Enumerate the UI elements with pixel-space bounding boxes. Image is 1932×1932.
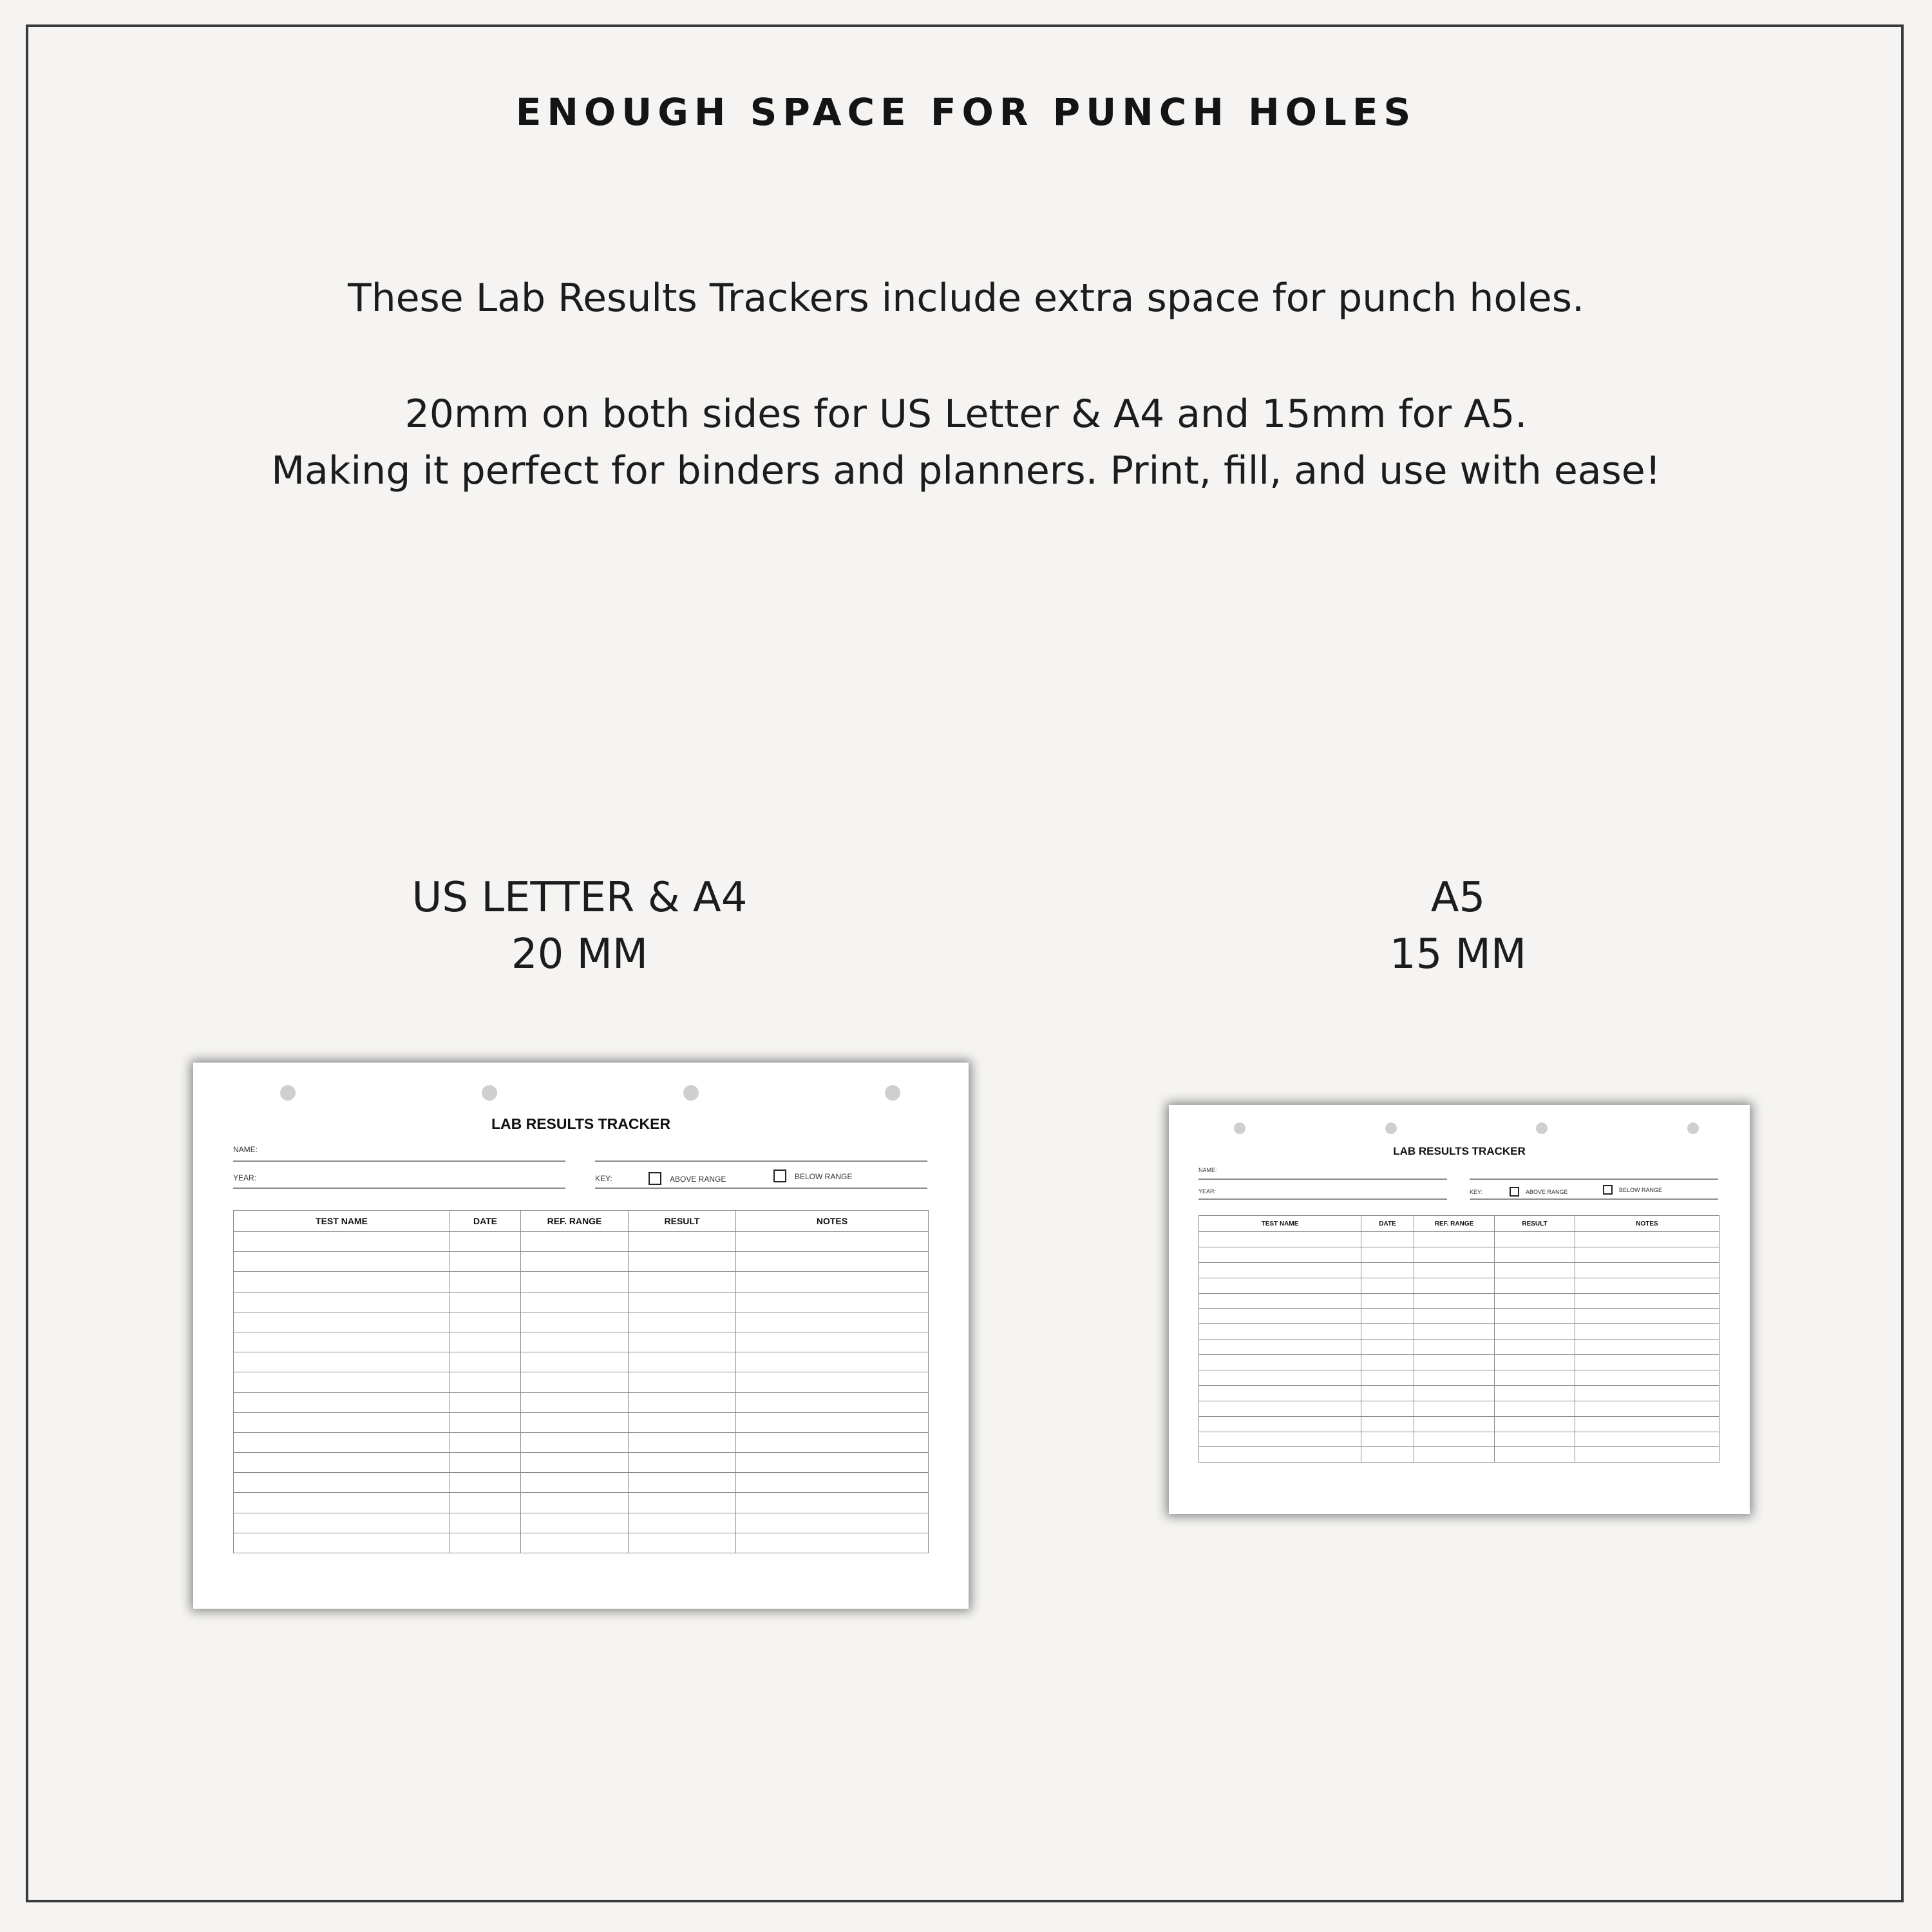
- table-cell: [450, 1513, 521, 1533]
- table-row: [1199, 1262, 1719, 1278]
- column-header-date: DATE: [450, 1211, 521, 1232]
- table-cell: [1495, 1309, 1575, 1324]
- table-header-row: [1199, 1216, 1719, 1232]
- table-cell: [1495, 1324, 1575, 1340]
- table-cell: [1414, 1309, 1495, 1324]
- year-line: [1198, 1198, 1447, 1200]
- below-range-checkbox: [773, 1170, 786, 1182]
- table-cell: [1575, 1293, 1719, 1309]
- table-cell: [629, 1372, 736, 1392]
- table-row: [1199, 1232, 1719, 1247]
- table-cell: [736, 1292, 929, 1312]
- table-cell: [736, 1392, 929, 1412]
- table-cell: [450, 1312, 521, 1332]
- table-row: [1199, 1278, 1719, 1293]
- column-header-date: DATE: [1361, 1216, 1414, 1232]
- headline: ENOUGH SPACE FOR PUNCH HOLES: [515, 90, 1417, 134]
- table-cell: [736, 1412, 929, 1432]
- below-range-label: BELOW RANGE: [795, 1172, 853, 1181]
- name-line: [1198, 1179, 1447, 1180]
- table-cell: [1495, 1385, 1575, 1401]
- table-cell: [629, 1332, 736, 1352]
- tracker-title: LAB RESULTS TRACKER: [491, 1115, 671, 1132]
- column-header-ref-range: REF. RANGE: [1414, 1216, 1495, 1232]
- table-cell: [736, 1352, 929, 1372]
- table-cell: [1199, 1309, 1361, 1324]
- key-bottom-line: [595, 1188, 927, 1189]
- table-cell: [1575, 1432, 1719, 1447]
- table-cell: [234, 1473, 450, 1493]
- table-cell: [450, 1473, 521, 1493]
- table-cell: [629, 1272, 736, 1292]
- table-cell: [1575, 1401, 1719, 1416]
- punch-hole: [885, 1085, 900, 1101]
- table-cell: [234, 1232, 450, 1252]
- table-cell: [1575, 1232, 1719, 1247]
- table-cell: [1414, 1370, 1495, 1386]
- key-label: KEY:: [1470, 1189, 1483, 1195]
- table-cell: [1361, 1432, 1414, 1447]
- table-cell: [1361, 1309, 1414, 1324]
- table-cell: [629, 1432, 736, 1452]
- table-row: [1199, 1324, 1719, 1340]
- table-cell: [234, 1352, 450, 1372]
- table-row: [1199, 1247, 1719, 1262]
- table-row: [234, 1412, 929, 1432]
- table-cell: [234, 1453, 450, 1473]
- table-cell: [521, 1252, 629, 1272]
- table-cell: [1414, 1416, 1495, 1432]
- table-cell: [736, 1272, 929, 1292]
- table-cell: [736, 1332, 929, 1352]
- size-margin: 15 MM: [1389, 931, 1527, 978]
- tracker-title: LAB RESULTS TRACKER: [1393, 1145, 1526, 1157]
- below-range-label: BELOW RANGE: [1619, 1187, 1663, 1193]
- table-cell: [1575, 1324, 1719, 1340]
- table-cell: [1575, 1340, 1719, 1355]
- table-row: [234, 1392, 929, 1412]
- table-cell: [234, 1292, 450, 1312]
- tracker-sheet-letter: [193, 1063, 969, 1609]
- size-name: US LETTER & A4: [412, 874, 748, 922]
- table-cell: [234, 1332, 450, 1352]
- table-cell: [1199, 1355, 1361, 1370]
- table-cell: [1414, 1293, 1495, 1309]
- table-cell: [1495, 1416, 1575, 1432]
- table-cell: [1575, 1278, 1719, 1293]
- table-cell: [1495, 1432, 1575, 1447]
- column-header-ref-range: REF. RANGE: [521, 1211, 629, 1232]
- table-row: [234, 1292, 929, 1312]
- table-cell: [1199, 1247, 1361, 1262]
- table-cell: [1361, 1262, 1414, 1278]
- table-row: [1199, 1416, 1719, 1432]
- table-cell: [1575, 1385, 1719, 1401]
- above-range-checkbox: [1510, 1187, 1519, 1197]
- table-cell: [521, 1412, 629, 1432]
- table-row: [234, 1272, 929, 1292]
- column-header-result: RESULT: [629, 1211, 736, 1232]
- above-range-checkbox: [649, 1172, 661, 1185]
- table-cell: [1361, 1355, 1414, 1370]
- table-row: [1199, 1370, 1719, 1386]
- table-cell: [629, 1312, 736, 1332]
- column-header-notes: NOTES: [1575, 1216, 1719, 1232]
- table-cell: [1414, 1324, 1495, 1340]
- table-cell: [1495, 1232, 1575, 1247]
- table-row: [1199, 1401, 1719, 1416]
- table-row: [234, 1372, 929, 1392]
- key-top-line: [595, 1160, 927, 1162]
- table-cell: [736, 1432, 929, 1452]
- table-cell: [1361, 1324, 1414, 1340]
- table-cell: [1361, 1370, 1414, 1386]
- table-cell: [521, 1372, 629, 1392]
- table-cell: [629, 1533, 736, 1553]
- table-cell: [450, 1372, 521, 1392]
- table-cell: [450, 1493, 521, 1513]
- table-cell: [521, 1352, 629, 1372]
- tracker-table-a5: [1198, 1215, 1719, 1463]
- table-cell: [521, 1513, 629, 1533]
- table-cell: [1361, 1232, 1414, 1247]
- table-cell: [1199, 1370, 1361, 1386]
- description-line-3: Making it perfect for binders and planners. Print, fill, and use with ease!: [271, 448, 1661, 493]
- punch-hole: [1536, 1122, 1548, 1134]
- size-label-a5: [1200, 869, 1716, 983]
- table-cell: [521, 1312, 629, 1332]
- table-cell: [234, 1412, 450, 1432]
- table-cell: [1414, 1432, 1495, 1447]
- table-cell: [1575, 1355, 1719, 1370]
- table-row: [234, 1232, 929, 1252]
- table-cell: [521, 1533, 629, 1553]
- column-header-test-name: TEST NAME: [234, 1211, 450, 1232]
- table-cell: [521, 1453, 629, 1473]
- punch-hole: [1687, 1122, 1699, 1134]
- description-line-1: These Lab Results Trackers include extra space for punch holes.: [347, 276, 1585, 321]
- above-range-label: ABOVE RANGE: [1526, 1189, 1568, 1195]
- table-cell: [1575, 1447, 1719, 1463]
- year-line: [233, 1188, 565, 1189]
- table-cell: [629, 1453, 736, 1473]
- table-cell: [450, 1533, 521, 1553]
- above-range-label: ABOVE RANGE: [670, 1175, 726, 1184]
- table-cell: [1361, 1247, 1414, 1262]
- table-cell: [1495, 1401, 1575, 1416]
- table-cell: [1414, 1340, 1495, 1355]
- table-cell: [1495, 1293, 1575, 1309]
- table-row: [1199, 1309, 1719, 1324]
- table-cell: [521, 1332, 629, 1352]
- below-range-checkbox: [1603, 1185, 1613, 1195]
- table-cell: [1575, 1247, 1719, 1262]
- year-label: YEAR:: [233, 1173, 257, 1182]
- table-cell: [736, 1372, 929, 1392]
- table-cell: [736, 1473, 929, 1493]
- table-cell: [450, 1453, 521, 1473]
- table-cell: [1361, 1416, 1414, 1432]
- table-cell: [1414, 1355, 1495, 1370]
- table-row: [1199, 1385, 1719, 1401]
- name-line: [233, 1160, 565, 1162]
- table-cell: [629, 1493, 736, 1513]
- table-cell: [1495, 1370, 1575, 1386]
- table-cell: [1575, 1262, 1719, 1278]
- table-cell: [1495, 1278, 1575, 1293]
- table-cell: [1495, 1340, 1575, 1355]
- tracker-table-letter: [233, 1210, 929, 1553]
- table-cell: [234, 1372, 450, 1392]
- table-cell: [1199, 1278, 1361, 1293]
- table-cell: [736, 1493, 929, 1513]
- table-cell: [1495, 1355, 1575, 1370]
- table-cell: [736, 1533, 929, 1553]
- table-cell: [1414, 1385, 1495, 1401]
- table-cell: [1414, 1247, 1495, 1262]
- table-cell: [521, 1232, 629, 1252]
- key-bottom-line: [1470, 1198, 1718, 1200]
- table-cell: [450, 1432, 521, 1452]
- table-cell: [1361, 1293, 1414, 1309]
- punch-hole: [280, 1085, 296, 1101]
- table-cell: [1199, 1401, 1361, 1416]
- punch-hole: [683, 1085, 699, 1101]
- punch-hole: [482, 1085, 497, 1101]
- table-cell: [629, 1392, 736, 1412]
- table-cell: [736, 1453, 929, 1473]
- table-cell: [234, 1493, 450, 1513]
- table-cell: [1199, 1416, 1361, 1432]
- table-cell: [1575, 1370, 1719, 1386]
- table-cell: [1575, 1416, 1719, 1432]
- table-cell: [1199, 1324, 1361, 1340]
- table-row: [234, 1252, 929, 1272]
- table-cell: [1575, 1309, 1719, 1324]
- table-cell: [450, 1252, 521, 1272]
- table-cell: [1199, 1385, 1361, 1401]
- table-cell: [1361, 1447, 1414, 1463]
- table-cell: [450, 1332, 521, 1352]
- punch-hole: [1234, 1122, 1245, 1134]
- table-cell: [450, 1232, 521, 1252]
- table-row: [234, 1432, 929, 1452]
- table-cell: [1199, 1340, 1361, 1355]
- table-cell: [1414, 1278, 1495, 1293]
- table-cell: [1414, 1447, 1495, 1463]
- table-row: [234, 1453, 929, 1473]
- table-row: [234, 1332, 929, 1352]
- table-cell: [1495, 1447, 1575, 1463]
- table-cell: [629, 1292, 736, 1312]
- table-cell: [1361, 1278, 1414, 1293]
- table-cell: [629, 1473, 736, 1493]
- table-cell: [234, 1533, 450, 1553]
- table-cell: [736, 1232, 929, 1252]
- table-cell: [1199, 1447, 1361, 1463]
- punch-hole: [1385, 1122, 1397, 1134]
- column-header-result: RESULT: [1495, 1216, 1575, 1232]
- table-cell: [1414, 1401, 1495, 1416]
- table-row: [234, 1473, 929, 1493]
- key-top-line: [1470, 1179, 1718, 1180]
- table-cell: [234, 1392, 450, 1412]
- table-cell: [629, 1252, 736, 1272]
- table-cell: [521, 1292, 629, 1312]
- table-cell: [736, 1513, 929, 1533]
- table-cell: [450, 1352, 521, 1372]
- table-cell: [234, 1513, 450, 1533]
- table-row: [1199, 1355, 1719, 1370]
- table-row: [1199, 1340, 1719, 1355]
- table-cell: [629, 1412, 736, 1432]
- table-row: [1199, 1293, 1719, 1309]
- table-row: [234, 1493, 929, 1513]
- column-header-test-name: TEST NAME: [1199, 1216, 1361, 1232]
- column-header-notes: NOTES: [736, 1211, 929, 1232]
- name-label: NAME:: [1198, 1167, 1217, 1173]
- table-cell: [521, 1272, 629, 1292]
- table-row: [1199, 1432, 1719, 1447]
- table-cell: [1414, 1262, 1495, 1278]
- table-cell: [1495, 1262, 1575, 1278]
- table-cell: [1199, 1262, 1361, 1278]
- table-cell: [234, 1272, 450, 1292]
- table-cell: [521, 1493, 629, 1513]
- table-row: [234, 1533, 929, 1553]
- table-cell: [234, 1252, 450, 1272]
- table-cell: [1495, 1247, 1575, 1262]
- table-cell: [234, 1432, 450, 1452]
- table-cell: [450, 1412, 521, 1432]
- tracker-sheet-a5: [1169, 1105, 1750, 1514]
- table-row: [1199, 1447, 1719, 1463]
- table-cell: [629, 1352, 736, 1372]
- table-row: [234, 1312, 929, 1332]
- key-label: KEY:: [595, 1174, 612, 1183]
- table-cell: [521, 1432, 629, 1452]
- table-cell: [1361, 1385, 1414, 1401]
- table-cell: [234, 1312, 450, 1332]
- table-cell: [1361, 1340, 1414, 1355]
- table-cell: [629, 1513, 736, 1533]
- table-cell: [1199, 1232, 1361, 1247]
- size-name: A5: [1430, 874, 1486, 922]
- table-cell: [450, 1272, 521, 1292]
- table-cell: [450, 1292, 521, 1312]
- name-label: NAME:: [233, 1145, 258, 1154]
- table-cell: [521, 1392, 629, 1412]
- table-cell: [1414, 1232, 1495, 1247]
- size-label-letter: [322, 869, 837, 983]
- table-row: [234, 1513, 929, 1533]
- table-row: [234, 1352, 929, 1372]
- table-cell: [450, 1392, 521, 1412]
- table-header-row: [234, 1211, 929, 1232]
- table-cell: [629, 1232, 736, 1252]
- table-cell: [521, 1473, 629, 1493]
- table-cell: [1199, 1293, 1361, 1309]
- table-cell: [1199, 1432, 1361, 1447]
- table-cell: [736, 1312, 929, 1332]
- description-line-2: 20mm on both sides for US Letter & A4 and 15mm for A5.: [404, 392, 1528, 437]
- size-margin: 20 MM: [511, 931, 649, 978]
- table-cell: [1361, 1401, 1414, 1416]
- year-label: YEAR:: [1198, 1188, 1217, 1195]
- table-cell: [736, 1252, 929, 1272]
